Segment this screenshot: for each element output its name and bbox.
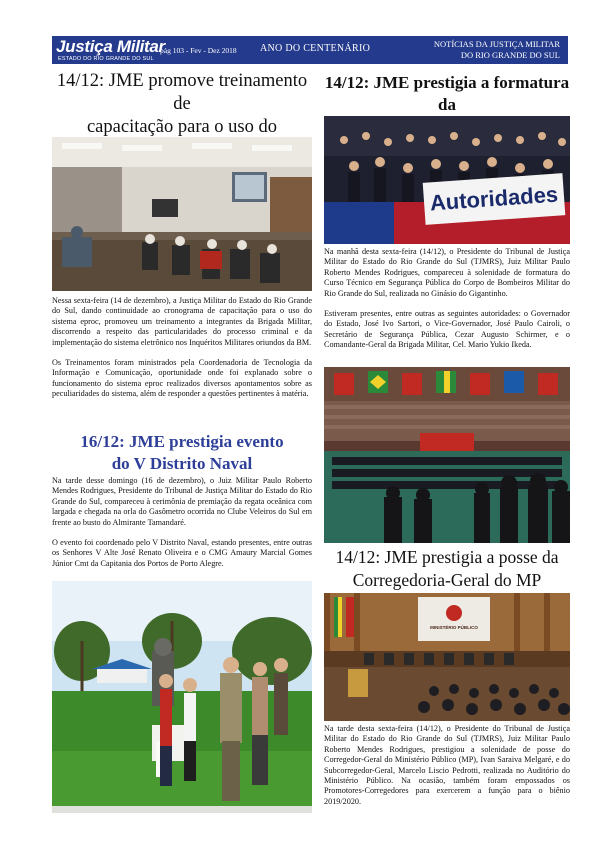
article2-headline-line2: do V Distrito Naval bbox=[111, 454, 253, 473]
issue-info: pág 103 - Fev - Dez 2018 bbox=[160, 46, 237, 55]
article4-photo-auditorium bbox=[324, 593, 570, 721]
logo-subtitle: ESTADO DO RIO GRANDE DO SUL bbox=[58, 56, 154, 62]
logo-title: Justiça Militar bbox=[56, 37, 165, 56]
article3-headline-line1: 14/12: JME prestigia a formatura da bbox=[324, 73, 570, 114]
article1-headline-line2: capacitação para o uso do bbox=[86, 117, 278, 137]
article2-body bbox=[52, 476, 312, 569]
article1-headline-line1: 14/12: JME promove treinamento de bbox=[56, 71, 308, 114]
article2-paragraph-2: O evento foi coordenado pelo V Distrito Naval, estando presentes, entre outras os Senhores V Alte José Renato Oliveira e o CMG Amaury Marcial Gomes Júnior Cmt da Capitania dos Portos de Porto Alegre. bbox=[52, 538, 312, 568]
article3-paragraph-2: Estiveram presentes, entre outras as seguintes autoridades: o Governador do Estado, José Ivo Sartori, o Vice-Governador, José Paulo Cairoli, o Secretário de Segurança Pública, Cezar Augusto Schirmer, e o Comandante-Geral da Brigada Militar, Cel. Mario Yukio Ikeda. bbox=[324, 309, 570, 350]
article1-paragraph-2: Os Treinamentos foram ministrados pela Coordenadoria de Tecnologia da Informação e Comunicação, oportunidade onde foi explanado sobre o funcionamento do sistema eproc realizados diversos apontamentos sobre as peculiaridades do sistema, além de responder a questões pertinentes à matéria. bbox=[52, 358, 312, 399]
article3-photo-gymnasium bbox=[324, 367, 570, 543]
article2-headline-line1: 16/12: JME prestigia evento bbox=[80, 432, 284, 451]
article4-headline-line2: Corregedoria-Geral do MP bbox=[352, 570, 542, 590]
newsletter-name-line1: NOTÍCIAS DA JUSTIÇA MILITAR bbox=[433, 39, 560, 49]
authorities-banner-text: Autoridades bbox=[429, 181, 559, 216]
article2-headline bbox=[52, 431, 312, 475]
newsletter-name-line2: DO RIO GRANDE DO SUL bbox=[460, 50, 560, 60]
auditorium-screen-text: MINISTÉRIO PÚBLICO bbox=[430, 625, 478, 630]
article3-photo-authorities bbox=[324, 116, 570, 244]
masthead bbox=[52, 36, 568, 64]
article4-headline-line1: 14/12: JME prestigia a posse da bbox=[335, 547, 559, 567]
article3-paragraph-1: Na manhã desta sexta-feira (14/12), o Presidente do Tribunal de Justiça Militar do Estado do Rio Grande do Sul (TJMRS), Juiz Militar Paulo Roberto Mendes Rodrigues, compareceu à solenidade de formatura do Curso Técnico em Segurança Pública do Corpo de Bombeiros Militar do Rio Grande do Sul, realizada no Ginásio do Gigantinho. bbox=[324, 247, 570, 298]
article4-headline bbox=[324, 546, 570, 592]
article4-body bbox=[324, 724, 570, 807]
article1-body bbox=[52, 296, 312, 400]
centenary-label: ANO DO CENTENÁRIO bbox=[260, 43, 371, 54]
newsletter-name bbox=[434, 39, 560, 61]
article1-photo-training-room bbox=[52, 137, 312, 291]
article1-paragraph-1: Nessa sexta-feira (14 de dezembro), a Justiça Militar do Estado do Rio Grande do Sul, dando continuidade ao cronograma de capacitação para o uso do sistema eproc, promoveu um treinamento a integrantes da Brigada Militar, discorrendo a respeito das particularidades do processo criminal e da implementação do sistema eletrônico nos Inquéritos Militares oriundos da BM. bbox=[52, 296, 312, 347]
crest-icon bbox=[446, 605, 462, 621]
article3-body bbox=[324, 247, 570, 351]
article4-paragraph-1: Na tarde desta sexta-feira (14/12), o Presidente do Tribunal de Justiça Militar do Estado do Rio Grande do Sul (TJMRS), Juiz Militar Paulo Roberto Mendes Rodrigues, prestigiou a solenidade de posse do Corregedor-Geral do Ministério Público (MP), Ivan Saraiva Melgaré, e do Subcorregedor-Geral, Marcelo Liscio Pedrotti, realizada no Auditório do Ministério Público. Na ocasião, também foram empossados os Promotores-Corregedores para exercerem a função para o biênio 2019/2020. bbox=[324, 724, 570, 806]
article2-paragraph-1: Na tarde desse domingo (16 de dezembro), o Juiz Militar Paulo Roberto Mendes Rodrigues, Presidente do Tribunal de Justiça Militar do Estado do Rio Grande do Sul, compareceu à cerimônia de premiação da regata oceânica com largada e chegada na orla do Gasômetro ocorrida no Clube Veleiros do Sul em frente ao busto do Almirante Tamandaré. bbox=[52, 476, 312, 527]
article2-photo-naval-event bbox=[52, 581, 312, 813]
